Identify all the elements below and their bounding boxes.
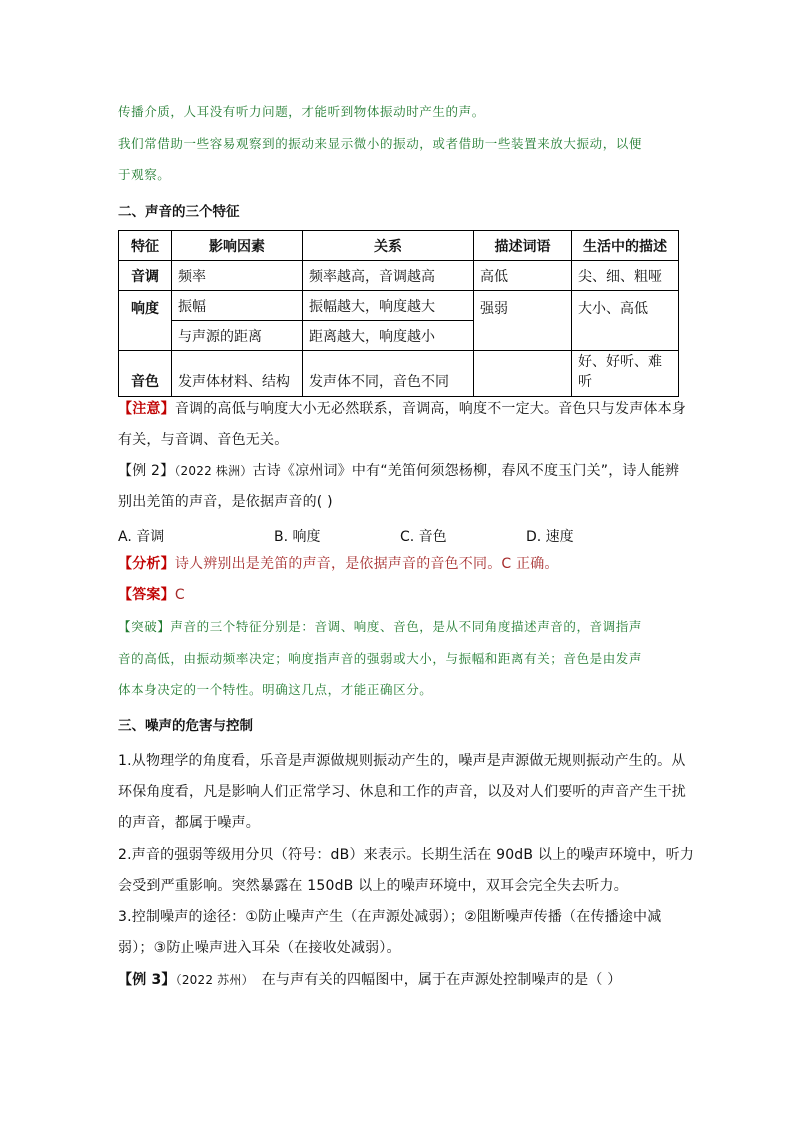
- example-2-question-1: 古诗《凉州词》中有“羌笛何须怨杨柳，春风不度玉门关”，诗人能辨: [252, 463, 680, 479]
- feature-cell: 音色: [119, 351, 172, 397]
- relation-cell: 振幅越大，响度越大: [303, 291, 474, 321]
- breakthrough-tag: 【突破】: [118, 619, 171, 634]
- option-a: A. 音调: [118, 529, 165, 545]
- example-2-line-1: [118, 464, 679, 478]
- breakthrough-text-1: 声音的三个特征分别是：音调、响度、音色，是从不同角度描述声音的，音调指声: [170, 619, 643, 634]
- table-header: 关系: [303, 231, 474, 261]
- example-3-source: （2022 苏州）: [175, 973, 254, 987]
- table-row: [119, 261, 679, 291]
- answer-text: C: [174, 587, 185, 603]
- noise-p3-line-2: 弱）；③防止噪声进入耳朵（在接收处减弱）。: [118, 940, 401, 956]
- noise-p2-line-1: 2.声音的强弱等级用分贝（符号：dB）来表示。长期生活在 90dB 以上的噪声环境中，听力: [118, 847, 695, 863]
- table-header: 生活中的描述: [572, 231, 679, 261]
- table-row: [119, 291, 679, 321]
- feature-cell: 响度: [119, 291, 172, 351]
- factor-cell: 发声体材料、结构: [172, 351, 303, 397]
- example-2-line-2: 别出羌笛的声音，是依据声音的( ): [118, 494, 333, 510]
- example-3-question: 在与声有关的四幅图中，属于在声源处控制噪声的是（ ）: [261, 972, 622, 988]
- section-2-heading: 二、声音的三个特征: [118, 204, 240, 220]
- feature-cell: 音调: [119, 261, 172, 291]
- analysis-line: [118, 557, 559, 571]
- intro-line-3: 于观察。: [118, 167, 171, 182]
- word-cell: [474, 351, 572, 397]
- breakthrough-line-2: 音的高低，由振动频率决定；响度指声音的强弱或大小，与振幅和距离有关；音色是由发声: [118, 651, 643, 666]
- relation-cell: 发声体不同，音色不同: [303, 351, 474, 397]
- factor-cell: 与声源的距离: [172, 321, 303, 351]
- answer-line: [118, 588, 185, 602]
- breakthrough-line-3: 体本身决定的一个特性。明确这几点，才能正确区分。: [118, 682, 433, 697]
- section-3-heading: 三、噪声的危害与控制: [118, 718, 253, 734]
- relation-cell: 距离越大，响度越小: [303, 321, 474, 351]
- relation-cell: 频率越高，音调越高: [303, 261, 474, 291]
- noise-p2-line-2: 会受到严重影响。突然暴露在 150dB 以上的噪声环境中，双耳会完全失去听力。: [118, 878, 628, 894]
- analysis-text: 诗人辨别出是羌笛的声音，是依据声音的音色不同。C 正确。: [174, 556, 559, 572]
- table-header: 特征: [119, 231, 172, 261]
- factor-cell: 频率: [172, 261, 303, 291]
- analysis-tag: 【分析】: [118, 556, 175, 572]
- note-line-1: [118, 402, 686, 416]
- option-d: D. 速度: [526, 529, 574, 545]
- note-line-2: 有关，与音调、音色无关。: [118, 432, 289, 448]
- intro-line-2: 我们常借助一些容易观察到的振动来显示微小的振动，或者借助一些装置来放大振动，以便: [118, 136, 643, 151]
- breakthrough-line-1: [118, 621, 642, 634]
- sound-features-table: [118, 230, 679, 397]
- option-b: B. 响度: [274, 529, 321, 545]
- example-2-tag: 【例 2】: [118, 463, 175, 479]
- example-3-line: [118, 973, 621, 987]
- word-cell: 高低: [474, 261, 572, 291]
- word-cell: 强弱: [474, 291, 572, 351]
- example-3-tag: 【例 3】: [118, 972, 176, 988]
- intro-line-1: 传播介质，人耳没有听力问题，才能听到物体振动时产生的声。: [118, 104, 485, 119]
- note-tag: 【注意】: [118, 401, 175, 417]
- noise-p1-line-3: 的声音，都属于噪声。: [118, 815, 260, 831]
- table-header-row: [119, 231, 679, 261]
- option-c: C. 音色: [400, 529, 447, 545]
- table-row: [119, 351, 679, 397]
- note-text-1: 音调的高低与响度大小无必然联系，音调高，响度不一定大。音色只与发声体本身: [174, 401, 687, 417]
- life-cell: 好、好听、难听: [572, 351, 679, 397]
- noise-p1-line-1: 1.从物理学的角度看，乐音是声源做规则振动产生的，噪声是声源做无规则振动产生的。从: [118, 753, 686, 769]
- life-cell: 尖、细、粗哑: [572, 261, 679, 291]
- table-header: 描述词语: [474, 231, 572, 261]
- noise-p1-line-2: 环保角度看，凡是影响人们正常学习、休息和工作的声音，以及对人们要听的声音产生干扰: [118, 784, 686, 800]
- table-header: 影响因素: [172, 231, 303, 261]
- example-2-source: （2022 株洲）: [174, 464, 253, 478]
- noise-p3-line-1: 3.控制噪声的途径：①防止噪声产生（在声源处减弱）；②阻断噪声传播（在传播途中减: [118, 909, 662, 925]
- life-cell: 大小、高低: [572, 291, 679, 351]
- factor-cell: 振幅: [172, 291, 303, 321]
- answer-tag: 【答案】: [118, 587, 175, 603]
